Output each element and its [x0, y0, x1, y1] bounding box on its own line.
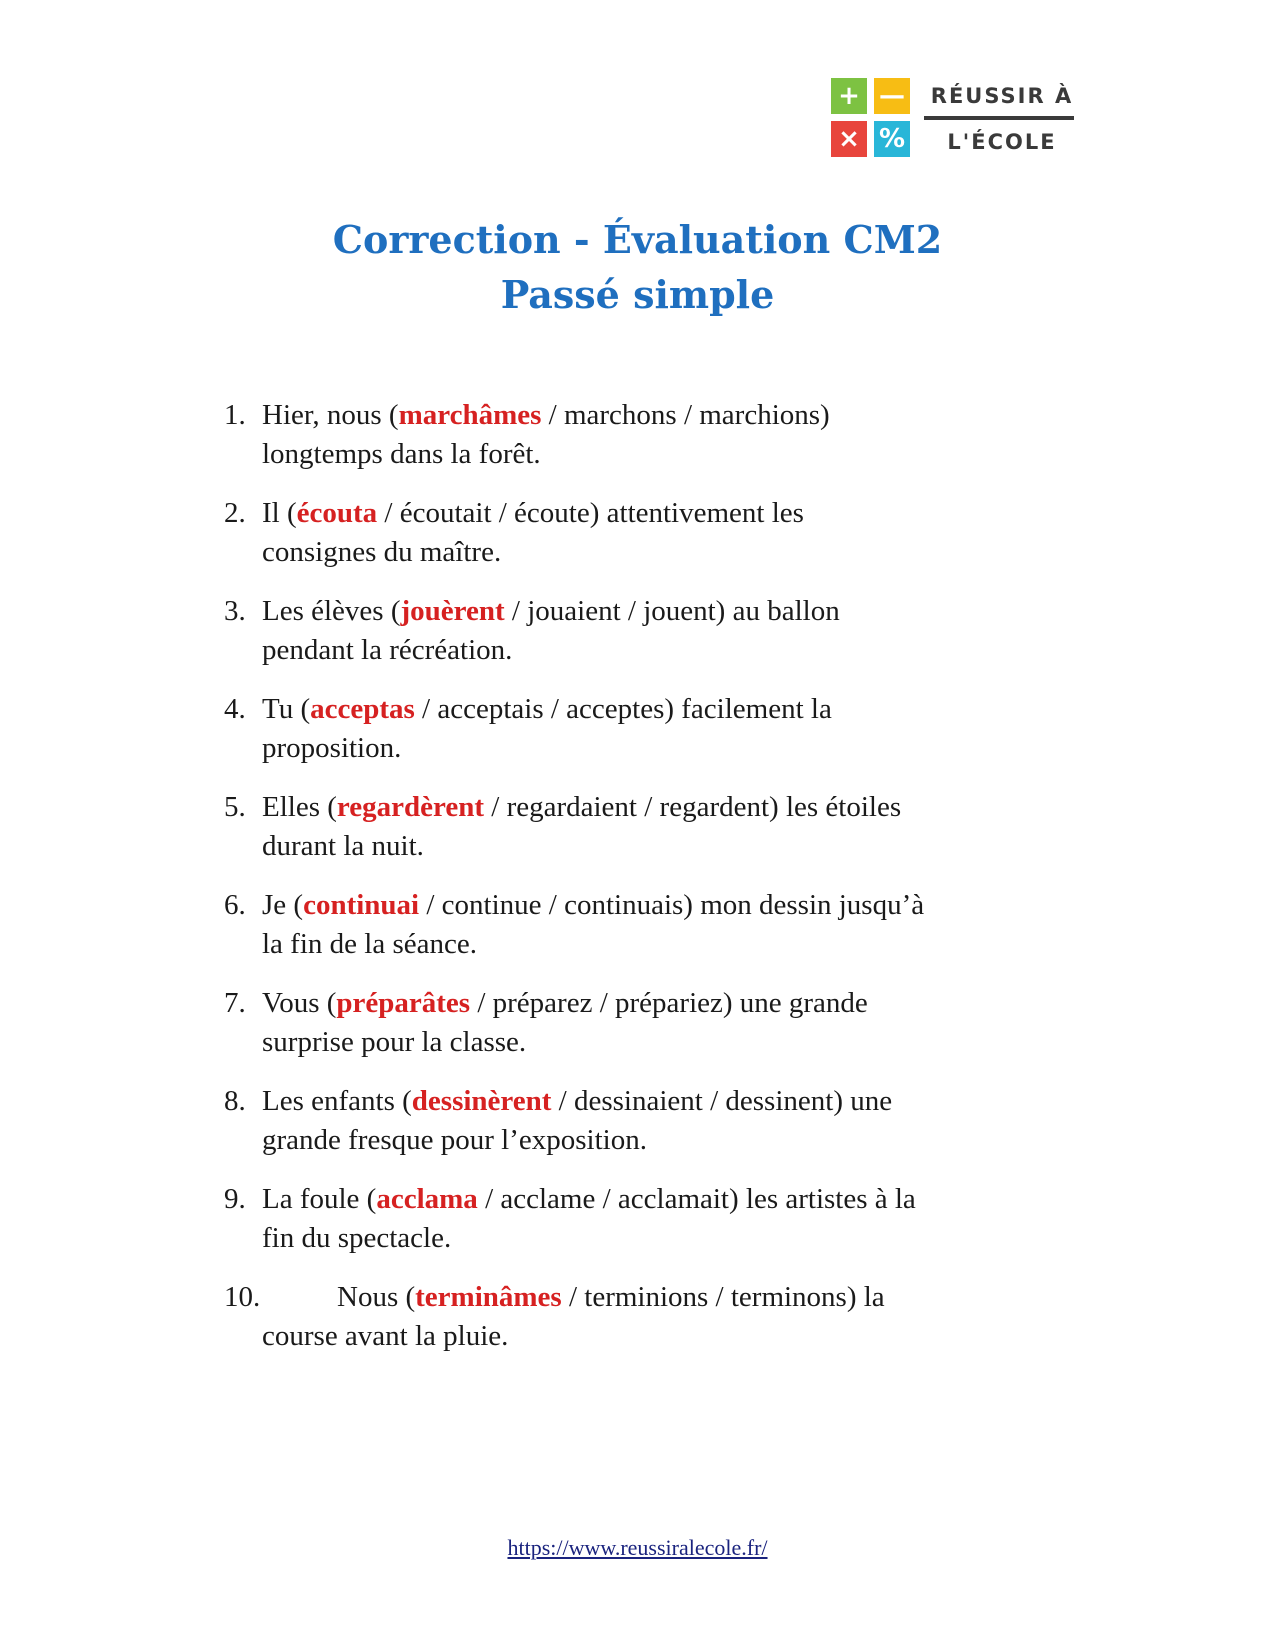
item-text-post: / acclame / acclamait) les artistes à la [477, 1183, 916, 1215]
item-text-rest: fin du spectacle. [262, 1222, 452, 1254]
item-number: 2. [224, 497, 246, 529]
item-answer: préparâtes [336, 987, 471, 1019]
item-text-post: / terminions / terminons) la [561, 1281, 885, 1313]
item-text-rest: longtemps dans la forêt. [262, 438, 541, 470]
item-text-pre: La foule ( [262, 1183, 377, 1215]
item-answer: acclama [376, 1183, 478, 1215]
list-item [224, 592, 1094, 670]
item-number: 3. [224, 595, 246, 627]
plus-icon: + [831, 78, 867, 114]
item-number: 6. [224, 889, 246, 921]
item-answer: acceptas [310, 693, 415, 725]
item-number: 8. [224, 1085, 246, 1117]
item-text-rest: durant la nuit. [262, 830, 424, 862]
list-item [224, 886, 1094, 964]
item-number: 4. [224, 693, 246, 725]
item-text-post: / écoutait / écoute) attentivement les [377, 497, 804, 529]
item-answer: jouèrent [400, 595, 505, 627]
item-text-post: / acceptais / acceptes) facilement la [414, 693, 832, 725]
item-text-pre: Nous ( [337, 1281, 416, 1313]
list-item [224, 1082, 1094, 1160]
logo [831, 78, 1081, 160]
item-answer: regardèrent [336, 791, 485, 823]
logo-divider [924, 116, 1074, 120]
list-item [224, 396, 1094, 474]
item-number: 5. [224, 791, 246, 823]
item-text-rest: la fin de la séance. [262, 928, 477, 960]
times-icon: × [831, 121, 867, 157]
item-text-pre: Les enfants ( [262, 1085, 412, 1117]
item-text-rest: grande fresque pour l’exposition. [262, 1124, 647, 1156]
item-answer: terminâmes [415, 1281, 562, 1313]
exercise-list [224, 396, 1094, 1376]
logo-text-line1: RÉUSSIR À [930, 84, 1074, 108]
list-item [224, 1180, 1094, 1258]
item-text-rest: pendant la récréation. [262, 634, 513, 666]
item-text-post: / préparez / prépariez) une grande [470, 987, 868, 1019]
item-text-post: / dessinaient / dessinent) une [551, 1085, 893, 1117]
item-text-post: / jouaient / jouent) au ballon [504, 595, 840, 627]
page-subtitle: Passé simple [500, 272, 775, 317]
page-title: Correction - Évaluation CM2 [332, 217, 943, 262]
item-number: 9. [224, 1183, 246, 1215]
item-answer: marchâmes [398, 399, 542, 431]
item-text-rest: surprise pour la classe. [262, 1026, 527, 1058]
item-text-pre: Tu ( [262, 693, 311, 725]
list-item [224, 690, 1094, 768]
percent-icon: % [874, 121, 910, 157]
item-text-pre: Vous ( [262, 987, 337, 1019]
logo-text-line2: L'ÉCOLE [947, 130, 1057, 154]
item-text-post: / continue / continuais) mon dessin jusqu’à [419, 889, 925, 921]
item-text-pre: Elles ( [262, 791, 337, 823]
item-text-post: / regardaient / regardent) les étoiles [484, 791, 902, 823]
list-item [224, 788, 1094, 866]
list-item [224, 1278, 1094, 1356]
list-item [224, 984, 1094, 1062]
list-item [224, 494, 1094, 572]
item-answer: continuai [303, 889, 420, 921]
footer [0, 1535, 1275, 1561]
item-number: 7. [224, 987, 246, 1019]
item-text-rest: proposition. [262, 732, 402, 764]
item-text-pre: Je ( [262, 889, 304, 921]
minus-icon: — [874, 78, 910, 114]
item-number: 10. [224, 1281, 261, 1313]
item-text-post: / marchons / marchions) [541, 399, 830, 431]
item-answer: écouta [296, 497, 378, 529]
item-text-pre: Hier, nous ( [262, 399, 399, 431]
item-text-rest: course avant la pluie. [262, 1320, 509, 1352]
item-text-pre: Il ( [262, 497, 297, 529]
item-text-rest: consignes du maître. [262, 536, 502, 568]
item-text-pre: Les élèves ( [262, 595, 401, 627]
website-link[interactable]: https://www.reussiralecole.fr/ [507, 1535, 768, 1560]
item-number: 1. [224, 399, 246, 431]
item-answer: dessinèrent [411, 1085, 552, 1117]
